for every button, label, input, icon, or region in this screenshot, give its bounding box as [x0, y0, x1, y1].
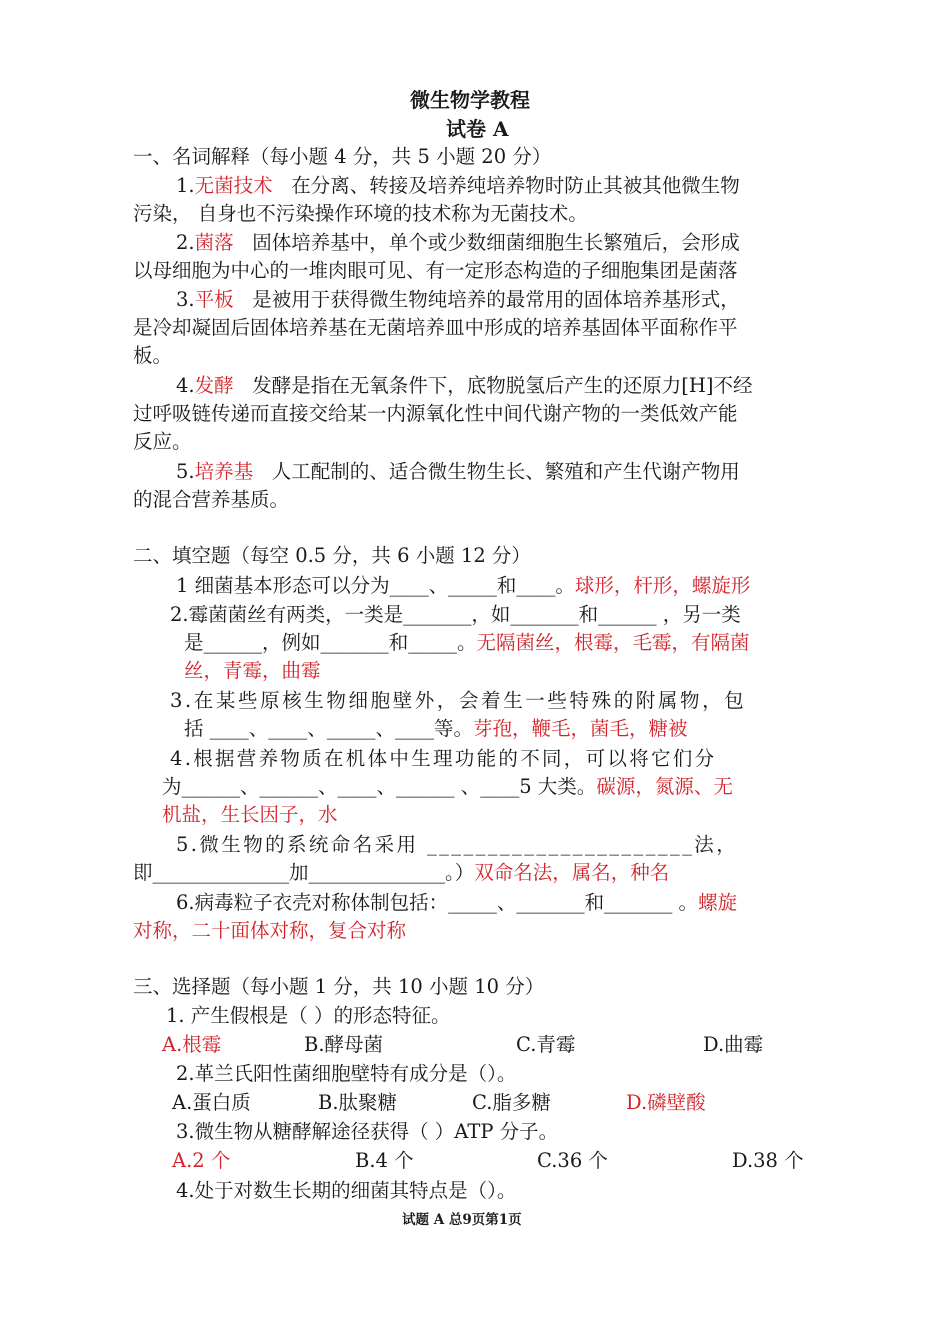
definition: 固体培养基中，单个或少数细菌细胞生长繁殖后，会形成: [252, 231, 740, 254]
s1-item1-line2: 污染， 自身也不污染操作环境的技术称为无菌技术。: [133, 202, 588, 225]
s2-q6-answer-cont: 对称，二十面体对称，复合对称: [133, 919, 407, 942]
page-footer: 试题 A 总9页第1页: [402, 1212, 522, 1228]
s3-q3-option-c: C.36 个: [537, 1149, 608, 1172]
item-number: 5.: [176, 460, 195, 483]
s2-q2-line1: 2.霉菌菌丝有两类，一类是_______，如_______和______ ，另一类: [170, 603, 741, 626]
definition: 发酵是指在无氧条件下，底物脱氢后产生的还原力[H]不经: [252, 374, 753, 397]
s3-q2-option-a: A.蛋白质: [172, 1091, 251, 1114]
s3-q3-option-a: A.2 个: [172, 1149, 231, 1172]
answer-text: 无隔菌丝，根霉，毛霉，有隔菌: [476, 631, 750, 654]
s2-q3-line2: [184, 715, 687, 743]
s3-q1-stem: 1. 产生假根是（ ）的形态特征。: [166, 1004, 451, 1027]
s3-q2-stem: 2.革兰氏阳性菌细胞壁特有成分是（）。: [176, 1062, 517, 1085]
s2-q2-line2: [184, 629, 750, 657]
s1-item4-line2: 过呼吸链传递而直接交给某一内源氧化性中间代谢产物的一类低效产能: [133, 402, 738, 425]
s1-item3-line1: [176, 286, 740, 314]
answer-text: 球形，杆形，螺旋形: [574, 574, 751, 597]
question-text: 即______________加______________。）: [133, 861, 475, 884]
question-text: 是______，例如_______和_____。: [184, 631, 477, 654]
term-answer: 无菌技术: [194, 174, 273, 197]
s1-item1-line1: [176, 172, 740, 200]
term-answer: 发酵: [194, 374, 234, 397]
definition: 是被用于获得微生物纯培养的最常用的固体培养基形式，: [252, 288, 740, 311]
s2-q5-line2: [133, 859, 669, 887]
answer-text: 螺旋: [698, 891, 738, 914]
question-text: 为______、______、____、______ 、____5 大类。: [162, 775, 597, 798]
s3-q3-option-d: D.38 个: [732, 1149, 804, 1172]
section2-heading: 二、填空题（每空 0.5 分，共 6 小题 12 分）: [133, 544, 531, 567]
s2-q4-line1: 4.根据营养物质在机体中生理功能的不同，可以将它们分: [170, 747, 717, 770]
s2-q1: [176, 572, 750, 600]
s2-q4-line2: [162, 773, 733, 801]
s3-q1-option-d: D.曲霉: [703, 1033, 764, 1056]
item-number: 3.: [176, 288, 195, 311]
s1-item5-line2: 的混合营养基质。: [133, 488, 290, 511]
s1-item2-line2: 以母细胞为中心的一堆肉眼可见、有一定形态构造的子细胞集团是菌落: [133, 259, 738, 282]
item-number: 4.: [176, 374, 195, 397]
answer-text: 芽孢，鞭毛，菌毛，糖被: [472, 717, 688, 740]
section3-heading: 三、选择题（每小题 1 分，共 10 小题 10 分）: [133, 975, 545, 998]
item-number: 2.: [176, 231, 195, 254]
s3-q2-option-d: D.磷壁酸: [626, 1091, 706, 1114]
doc-title: 微生物学教程: [410, 88, 530, 112]
item-number: 1.: [176, 174, 195, 197]
s3-q1-option-c: C.青霉: [516, 1033, 576, 1056]
term-answer: 培养基: [194, 460, 254, 483]
s1-item2-line1: [176, 229, 740, 257]
s3-q4-stem: 4.处于对数生长期的细菌其特点是（）。: [176, 1179, 517, 1202]
s3-q2-option-b: B.肽聚糖: [318, 1091, 398, 1114]
term-answer: 平板: [194, 288, 234, 311]
s1-item3-line3: 板。: [133, 344, 173, 367]
definition: 人工配制的、适合微生物生长、繁殖和产生代谢产物用: [271, 460, 740, 483]
s3-q2-option-c: C.脂多糖: [472, 1091, 551, 1114]
doc-subtitle: 试卷 A: [446, 117, 509, 141]
s1-item3-line2: 是冷却凝固后固体培养基在无菌培养皿中形成的培养基固体平面称作平: [133, 316, 738, 339]
s2-q3-line1: 3.在某些原核生物细胞壁外，会着生一些特殊的附属物，包: [170, 689, 747, 712]
s2-q2-answer-cont: 丝，青霉，曲霉: [184, 659, 321, 682]
s2-q5-line1: 5.微生物的系统命名采用 ______________________法，: [176, 833, 739, 856]
s3-q3-option-b: B.4 个: [355, 1149, 414, 1172]
s2-q6-line1: [176, 889, 737, 917]
s1-item5-line1: [176, 458, 740, 486]
s1-item4-line3: 反应。: [133, 430, 192, 453]
s3-q1-option-a: A.根霉: [162, 1033, 222, 1056]
term-answer: 菌落: [194, 231, 234, 254]
question-text: 括 ____、____、_____、____等。: [184, 717, 473, 740]
answer-text: 碳源，氮源、无: [596, 775, 733, 798]
s2-q4-answer-cont: 机盐，生长因子，水: [162, 803, 338, 826]
answer-text: 双命名法，属名，种名: [474, 861, 670, 884]
s1-item4-line1: [176, 372, 752, 400]
question-text: 1 细菌基本形态可以分为____、_____和____。: [176, 574, 575, 597]
s3-q1-option-b: B.酵母菌: [304, 1033, 384, 1056]
s3-q3-stem: 3.微生物从糖酵解途径获得（ ）ATP 分子。: [176, 1120, 559, 1143]
question-text: 6.病毒粒子衣壳对称体制包括：_____、_______和_______ 。: [176, 891, 699, 914]
definition: 在分离、转接及培养纯培养物时防止其被其他微生物: [291, 174, 740, 197]
section1-heading: 一、名词解释（每小题 4 分，共 5 小题 20 分）: [133, 145, 552, 168]
